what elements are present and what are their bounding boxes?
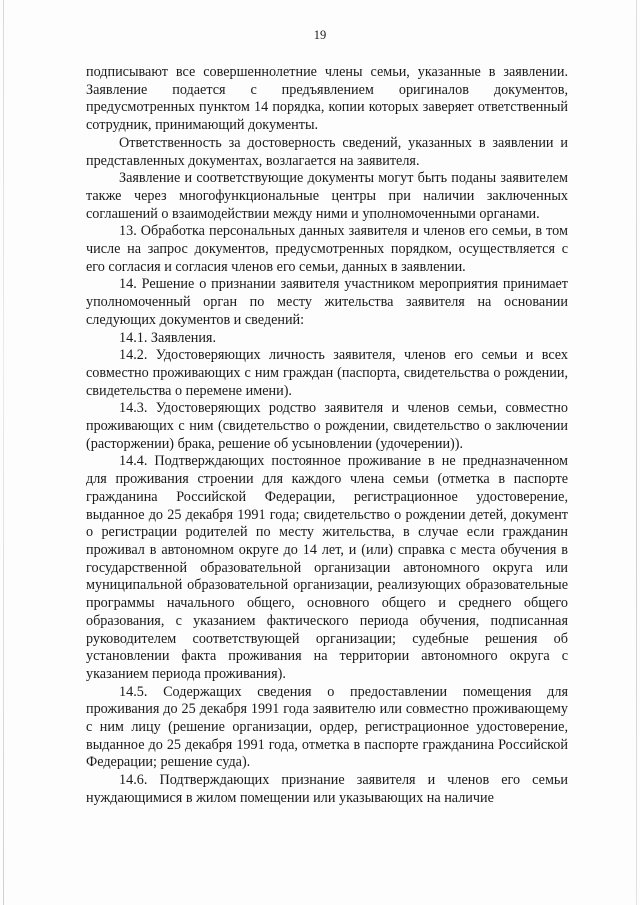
page-number: 19 [313, 28, 327, 42]
paragraph-responsibility: Ответственность за достоверность сведений, указанных в заявлении и представленных документах, возлагается на заявителя. [86, 134, 568, 169]
scan-edge-left [3, 0, 4, 905]
paragraph-14-decision: 14. Решение о признании заявителя участником мероприятия принимает уполномоченный орган по месту жительства заявителя на основании следующих документов и сведений: [86, 276, 568, 328]
paragraph-signatures: подписывают все совершеннолетние члены семьи, указанные в заявлении. Заявление подается с предъявлением оригиналов документов, предусмотренных пунктом 14 порядка, копии которых заверяет ответственный сотрудник, принимающий документы. [86, 64, 568, 134]
paragraph-14-1: 14.1. Заявления. [119, 329, 216, 346]
document-body [86, 64, 568, 808]
paragraph-14-3: 14.3. Удостоверяющих родство заявителя и членов семьи, совместно проживающих с ним (свидетельство о рождении, свидетельство о заключении (расторжении) брака, решение об усыновлении (удочерении)). [86, 400, 568, 452]
paragraph-14-2: 14.2. Удостоверяющих личность заявителя, членов его семьи и всех совместно проживающих с ним граждан (паспорта, свидетельства о рождении, свидетельства о перемене имени). [86, 347, 568, 399]
scan-edge-right [636, 0, 637, 905]
paragraph-14-5: 14.5. Содержащих сведения о предоставлении помещения для проживания до 25 декабря 1991 года заявителю или совместно проживающему с ним лицу (решение организации, ордер, регистрационное удостоверение, выданное до 25 декабря 1991 года, отметка в паспорте гражданина Российской Федерации; решение суда). [86, 683, 568, 771]
paragraph-14-4: 14.4. Подтверждающих постоянное проживание в не предназначенном для проживания строении для каждого члена семьи (отметка в паспорте гражданина Российской Федерации, регистрационное удостоверение, выданное до 25 декабря 1991 года; свидетельство о рождении детей, документ о регистрации родителей по месту жительства, в случае если гражданин проживал в автономном округе до 14 лет, и (или) справка с места обучения в государственной образовательной организации автономного округа или муниципальной образовательной организации, реализующих образовательные программы начального общего, основного общего и среднего общего образования, с указанием фактического периода обучения, подписанная руководителем соответствующей организации; судебные решения об установлении факта проживания на территории автономного округа с указанием периода проживания). [86, 453, 568, 682]
paragraph-13-personal-data: 13. Обработка персональных данных заявителя и членов его семьи, в том числе на запрос документов, предусмотренных порядком, осуществляется с его согласия и согласия членов его семьи, данных в заявлении. [86, 223, 568, 275]
paragraph-mfc-submission: Заявление и соответствующие документы могут быть поданы заявителем также через многофункциональные центры при наличии заключенных соглашений о взаимодействии между ними и уполномоченными органами. [86, 170, 568, 222]
paragraph-14-6: 14.6. Подтверждающих признание заявителя и членов его семьи нуждающимися в жилом помещении или указывающих на наличие [86, 772, 568, 806]
